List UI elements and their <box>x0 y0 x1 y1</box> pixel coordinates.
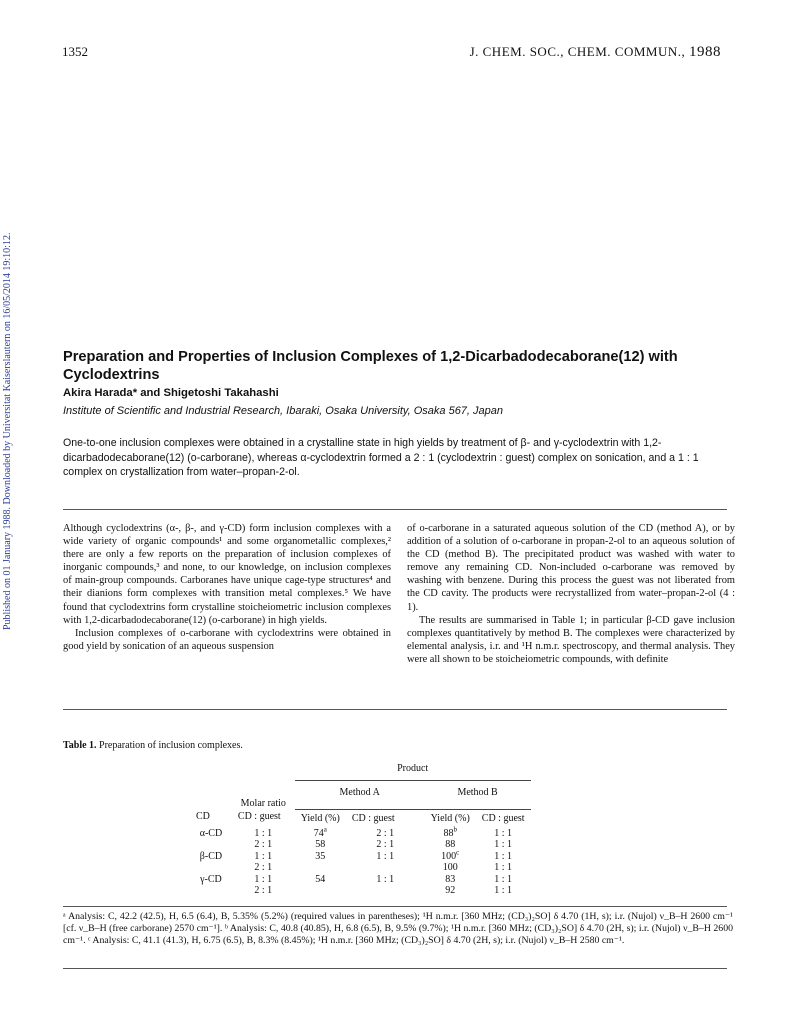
col-ratio-b: CD : guest <box>481 813 525 824</box>
cell-ratio-a: 1 : 1 <box>376 873 395 885</box>
cell-yield-b: 88 <box>445 839 456 850</box>
page-number: 1352 <box>62 44 88 59</box>
table-row <box>190 862 531 874</box>
paragraph: The results are summarised in Table 1; in particular β-CD gave inclusion complexes quantitatively by method B. The complexes were characterized by elemental analysis, i.r. and ¹H n.m.r. spectroscopy, and thermal analysis. They were all shown to be stoicheiometric compounds, with definite <box>407 614 735 665</box>
cell-ratio-a <box>346 885 425 897</box>
abstract-divider <box>63 509 727 510</box>
product-header: Product <box>295 763 531 780</box>
method-b-header: Method B <box>457 786 498 798</box>
journal-name: J. CHEM. SOC., CHEM. COMMUN., <box>469 44 686 59</box>
article-title: Preparation and Properties of Inclusion Complexes of 1,2-Dicarbadodecaborane(12) with Cyclodextrins <box>63 349 678 383</box>
cell-ratio-a: 2 : 1 <box>376 827 395 839</box>
table-footnote: ᵃ Analysis: C, 42.2 (42.5), H, 6.5 (6.4), B, 5.35% (5.2%) (required values in parentheses); ¹H n.m.r. [360 MHz; (CD₃)₂SO] δ 4.70 (1H, s); i.r. (Nujol) ν_B–H 2600 cm⁻¹ [cf. ν_B–H (free carborane) 2570 cm⁻¹]. ᵇ Analysis: C, 40.8 (40.85), H, 6.8 (6.5), B, 9.5% (9.7%); ¹H n.m.r. [360 MHz; (CD₃)₂SO] δ 4.70 (2H, s); i.r. (Nujol) ν_B–H 2600 cm⁻¹. ᶜ Analysis: C, 41.1 (41.3), H, 6.75 (6.5), B, 8.3% (8.45%); ¹H n.m.r. [360 MHz; (CD₃)₂SO] δ 4.70 (2H, s); i.r. (Nujol) ν_B–H 2580 cm⁻¹. <box>63 911 733 946</box>
cell-ratio-b: 1 : 1 <box>494 839 513 850</box>
cell-cd <box>190 839 232 851</box>
table-row <box>190 885 531 897</box>
footnote-marker: c <box>456 848 460 857</box>
body-column-right <box>407 522 735 666</box>
article-authors: Akira Harada* and Shigetoshi Takahashi <box>63 387 279 399</box>
cell-yield-a: 35 <box>315 850 326 862</box>
cell-ratio-b: 1 : 1 <box>494 862 513 873</box>
cell-yield-a: 58 <box>315 839 326 850</box>
paragraph: of o-carborane in a saturated aqueous solution of the CD (method A), or by addition of a solution of o-carborane in propan-2-ol to an aqueous solution of the CD (method B). The precipitated product was washed with water to remove any remaining CD. Non-included o-carborane was removed by washing with benzene. During this process the guest was not liberated from the CD cavity. The products were recrystallized from water–propan-2-ol (4 : 1). <box>407 523 735 613</box>
cell-yield-a: 54 <box>315 873 326 885</box>
body-column-left <box>63 522 391 653</box>
article-abstract: One-to-one inclusion complexes were obtained in a crystalline state in high yields by treatment of β- and γ-cyclodextrin with 1,2-dicarbadodecaborane(12) (o-carborane), whereas α-cyclodextrin formed a 2 : 1 (cyclodextrin : guest) complex on sonication, and a 1 : 1 complex on crystallization from water–propan-2-ol. <box>63 437 699 478</box>
cell-yield-a <box>295 885 346 897</box>
cell-ratio-b: 1 : 1 <box>494 885 513 896</box>
cell-yield-b: 83 <box>445 873 456 885</box>
cell-cd: β-CD <box>199 850 223 862</box>
table-bottom-rule <box>63 906 727 907</box>
table-row <box>190 839 531 851</box>
table-row <box>190 825 531 840</box>
cell-cd: γ-CD <box>200 873 222 885</box>
journal-year: 1988 <box>689 44 721 60</box>
cell-cd <box>190 885 232 897</box>
cell-ratio-a: 2 : 1 <box>376 839 395 850</box>
cell-cd: α-CD <box>199 827 223 839</box>
table-row <box>190 874 531 886</box>
footnote-marker: b <box>453 825 457 834</box>
cell-cd <box>190 862 232 874</box>
col-yield-a: Yield (%) <box>300 813 340 824</box>
cell-ratio-a: 1 : 1 <box>376 850 395 862</box>
cell-yield-b: 92 <box>445 885 456 896</box>
journal-header <box>470 44 721 61</box>
cell-yield-a <box>295 862 346 874</box>
footnote-marker: a <box>323 825 327 834</box>
cell-ratio-b: 1 : 1 <box>494 850 513 862</box>
cell-yield-b: 100 <box>442 862 458 873</box>
table-caption <box>63 740 243 751</box>
col-ratio-a: CD : guest <box>351 813 395 824</box>
table-row <box>190 851 531 863</box>
cell-molar-ratio: 1 : 1 <box>254 850 273 862</box>
cell-molar-ratio: 1 : 1 <box>254 873 273 885</box>
footnote-divider <box>63 968 727 969</box>
cell-molar-ratio: 2 : 1 <box>254 885 273 896</box>
col-yield-b: Yield (%) <box>430 813 470 824</box>
paragraph: Although cyclodextrins (α-, β-, and γ-CD) form inclusion complexes with a wide variety of organic compounds¹ and some organometallic complexes,² there are only a few reports on the preparation of inclusion complexes of inorganic compounds,³ and none, to our knowledge, on inclusion complexes of main-group compounds. Carboranes have unique cage-type structures⁴ and their dianions form complexes with transition metal complexes.⁵ We have found that cyclodextrins form crystalline stoicheiometric inclusion complexes with 1,2-dicarbadodecaborane(12) (o-carborane) in high yields. <box>63 523 391 626</box>
section-divider <box>63 709 727 710</box>
cell-ratio-a <box>346 862 425 874</box>
results-table <box>190 763 531 897</box>
article-affiliation: Institute of Scientific and Industrial Research, Ibaraki, Osaka University, Osaka 567, Japan <box>63 405 504 417</box>
cell-molar-ratio: 1 : 1 <box>254 827 273 839</box>
table-label: Table 1. <box>63 740 97 751</box>
cell-yield-b: 100$^c$ <box>441 848 460 862</box>
cell-molar-ratio: 2 : 1 <box>254 862 273 873</box>
col-molar-ratio: Molar ratio <box>240 798 286 809</box>
cell-molar-ratio: 2 : 1 <box>254 839 273 850</box>
download-notice[interactable]: Published on 01 January 1988. Downloaded by Universitat Kaiserslautern on 16/05/2014 19:10:12. <box>2 232 13 630</box>
cell-ratio-b: 1 : 1 <box>494 873 513 885</box>
cell-yield-a: 74$^a$ <box>313 825 327 839</box>
col-molar-ratio-2: CD : guest <box>237 811 281 823</box>
method-a-header: Method A <box>339 786 380 798</box>
cell-yield-b: 88$^b$ <box>443 825 457 839</box>
paragraph: Inclusion complexes of o-carborane with cyclodextrins were obtained in good yield by sonication of an aqueous suspension <box>63 627 391 652</box>
cell-ratio-b: 1 : 1 <box>494 827 513 839</box>
table-caption-text: Preparation of inclusion complexes. <box>99 740 243 751</box>
col-cd: CD <box>196 811 210 823</box>
